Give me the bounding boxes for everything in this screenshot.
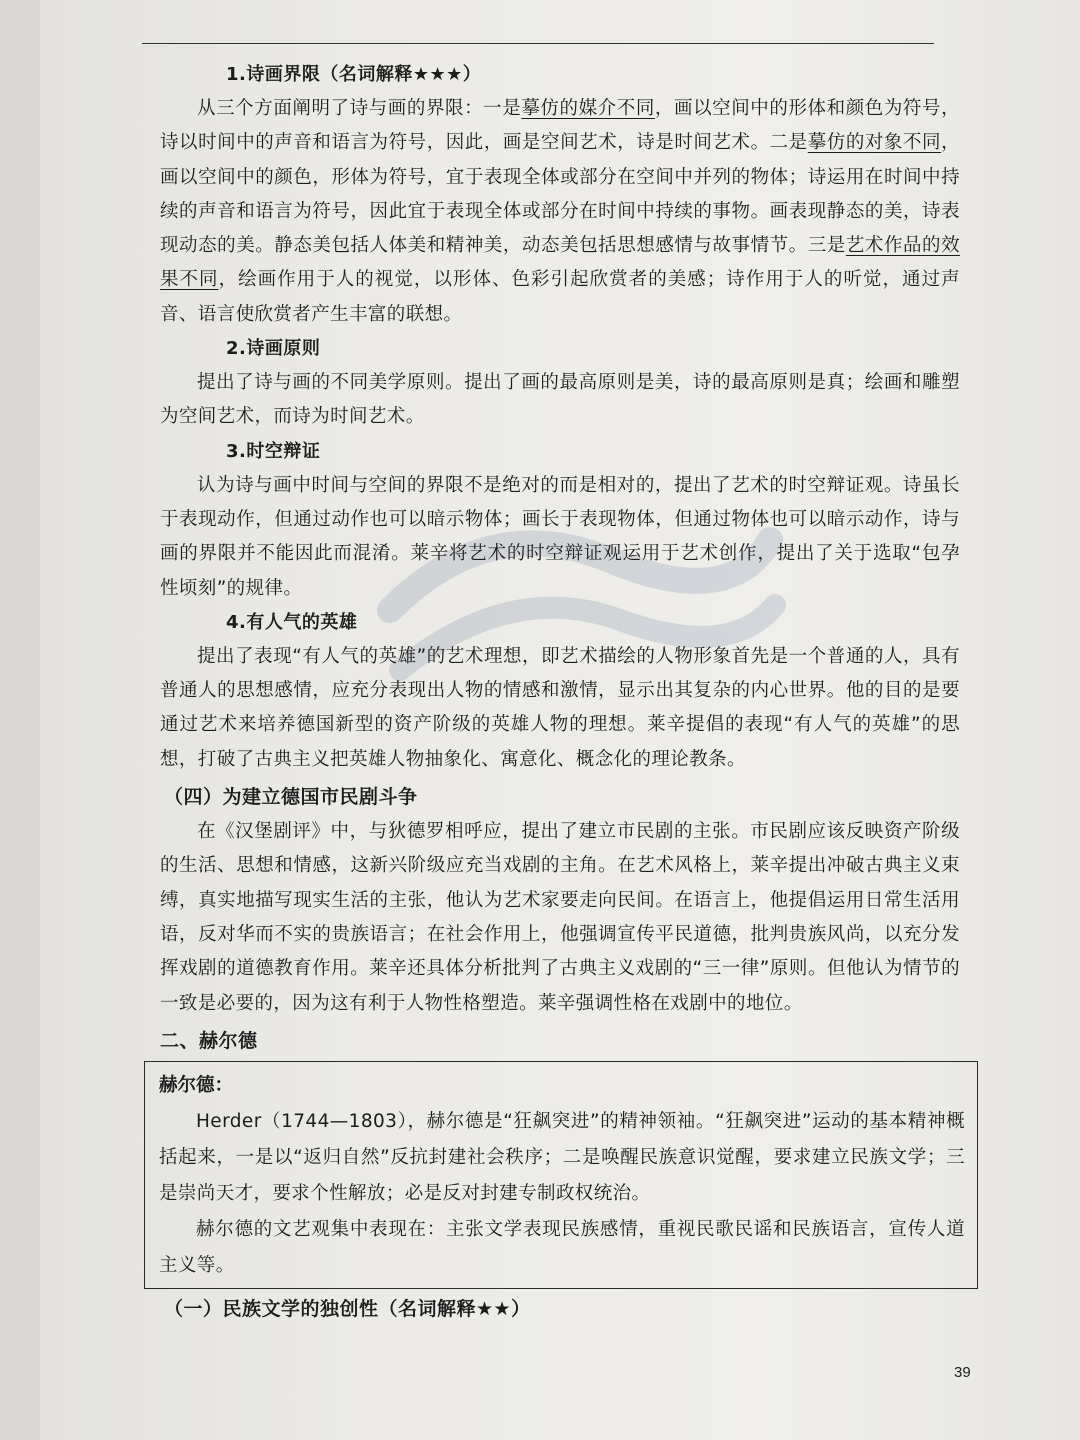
page-content	[159, 58, 965, 1327]
section-title-poetry-painting-principle: 2.诗画原则	[226, 338, 321, 360]
underlined-key-phrase: 艺术作品的效果不同	[160, 235, 960, 291]
box-title: 赫尔德：	[159, 1074, 234, 1096]
subsection-title-national-literature: （一）民族文学的独创性（名词解释★★）	[164, 1297, 531, 1320]
page-number: 39	[954, 1364, 971, 1381]
text-run: 从三个方面阐明了诗与画的界限：一是	[197, 98, 522, 119]
header-rule	[142, 43, 934, 44]
box-paragraph-herder-intro: Herder（1744—1803），赫尔德是“狂飙突进”的精神领袖。“狂飙突进”运动的基本精神概括起来，一是以“返归自然”反抗封建社会秩序；二是唤醒民族意识觉醒，要求建立民族文学；三是崇尚天才，要求个性解放；必是反对封建专制政权统治。	[159, 1110, 965, 1204]
box-paragraph-herder-views: 赫尔德的文艺观集中表现在：主张文学表现民族感情，重视民歌民谣和民族语言，宣传人道主义等。	[159, 1218, 965, 1276]
text-run: ，画以空间中的颜色，形体为符号，宜于表现全体或部分在空间中并列的物体；诗运用在时间中持续的声音和语言为符号，因此宜于表现全体或部分在时间中持续的事物。画表现静态的美，诗表现动态的美。静态美包括人体美和精神美，动态美包括思想感情与故事情节。三是	[160, 132, 960, 257]
section-title-time-space-dialectic: 3.时空辩证	[226, 440, 321, 462]
book-page	[40, 0, 1080, 1440]
text-run: ，画以空间中的形体和颜色为符号，诗以时间中的声音和语言为符号，因此，画是空间艺术，诗是时间艺术。二是	[160, 98, 960, 154]
section-body-poetry-painting-principle: 提出了诗与画的不同美学原则。提出了画的最高原则是美，诗的最高原则是真；绘画和雕塑为空间艺术，而诗为时间艺术。	[160, 372, 960, 428]
underlined-key-phrase: 摹仿的媒介不同	[521, 98, 655, 119]
text-run: ，绘画作用于人的视觉，以形体、色彩引起欣赏者的美感；诗作用于人的听觉，通过声音、语言使欣赏者产生丰富的联想。	[160, 269, 960, 325]
section-title-poetry-painting-boundary: 1.诗画界限（名词解释★★★）	[226, 64, 482, 85]
section-title-popular-hero: 4.有人气的英雄	[226, 611, 358, 633]
section-body-popular-hero: 提出了表现“有人气的英雄”的艺术理想，即艺术描绘的人物形象首先是一个普通的人，具有普通人的思想感情，应充分表现出人物的情感和激情，显示出其复杂的内心世界。他的目的是要通过艺术来培养德国新型的资产阶级的英雄人物的理想。莱辛提倡的表现“有人气的英雄”的思想，打破了古典主义把英雄人物抽象化、寓意化、概念化的理论教条。	[160, 645, 960, 770]
herder-info-box	[144, 1061, 978, 1289]
chapter-heading-herder: 二、赫尔德	[160, 1029, 258, 1052]
underlined-key-phrase: 摹仿的对象不同	[807, 132, 942, 154]
subsection-body-civic-drama: 在《汉堡剧评》中，与狄德罗相呼应，提出了建立市民剧的主张。市民剧应该反映资产阶级的生活、思想和情感，这新兴阶级应充当戏剧的主角。在艺术风格上，莱辛提出冲破古典主义束缚，真实地描写现实生活的主张，他认为艺术家要走向民间。在语言上，他提倡运用日常生活用语，反对华而不实的贵族语言；在社会作用上，他强调宣传平民道德，批判贵族风尚，以充分发挥戏剧的道德教育作用。莱辛还具体分析批判了古典主义戏剧的“三一律”原则。但他认为情节的一致是必要的，因为这有利于人物性格塑造。莱辛强调性格在戏剧中的地位。	[160, 821, 960, 1014]
section-body-poetry-painting-boundary	[160, 92, 960, 332]
subsection-title-civic-drama: （四）为建立德国市民剧斗争	[164, 786, 418, 809]
section-body-time-space-dialectic: 认为诗与画中时间与空间的界限不是绝对的而是相对的，提出了艺术的时空辩证观。诗虽长于表现动作，但通过动作也可以暗示物体；画长于表现物体，但通过物体也可以暗示动作，诗与画的界限并不能因此而混淆。莱辛将艺术的时空辩证观运用于艺术创作，提出了关于选取“包孕性顷刻”的规律。	[160, 474, 960, 599]
